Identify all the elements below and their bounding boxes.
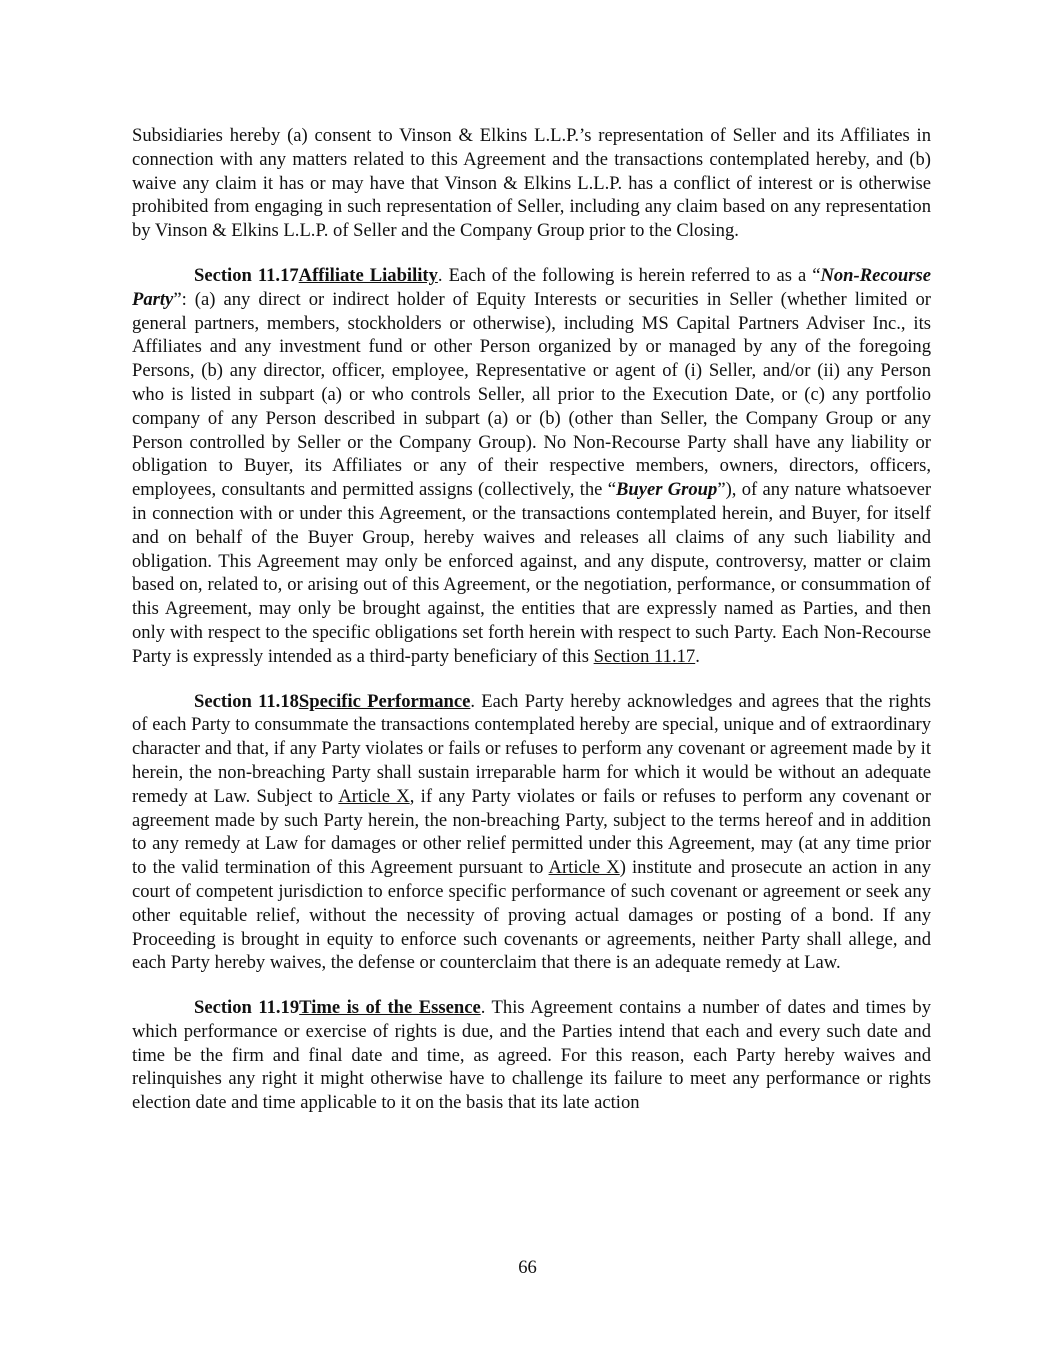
section-text: . Each Party hereby acknowledges and agrees that the rights of each Party to consummate the transactions contemplated hereby are special, unique and of extraordinary character and that, if any Party violates or fails or refuses to perform any covenant or agreement made by it herein, the non-breaching Party shall sustain irreparable harm for which it would be without an adequate remedy at Law. Subject to	[132, 690, 931, 807]
section-11-19	[132, 996, 931, 1115]
defined-term-non-recourse-party: Non-Recourse Party	[132, 264, 931, 310]
cross-reference-article-x: Article X	[548, 857, 620, 879]
section-text: , if any Party violates or fails or refuses to perform any covenant or agreement made by such Party herein, the non-breaching Party, subject to the terms hereof and in addition to any remedy at Law for damages or other relief permitted under this Agreement, may (at any time prior to the valid termination of this Agreement pursuant to	[132, 785, 931, 879]
section-11-17	[132, 264, 931, 669]
section-title: Specific Performance	[298, 690, 471, 712]
section-text: . This Agreement contains a number of dates and times by which performance or exercise of rights is due, and the Parties intend that each and every such date and time be the firm and final date and time, as agreed. For this reason, each Party hereby waives and relinquishes any right it might otherwise have to challenge its failure to meet any performance or rights election date and time applicable to it on the basis that its late action	[132, 997, 932, 1114]
cross-reference-section-11-17: Section 11.17	[593, 645, 696, 667]
section-text: . Each of the following is herein referred to as a “	[437, 264, 821, 286]
cross-reference-article-x: Article X	[338, 785, 410, 807]
section-text: ”), of any nature whatsoever in connection with or under this Agreement, or the transactions contemplated herein, and Buyer, for itself and on behalf of the Buyer Group, hereby waives and releases all claims of any such liability and obligation. This Agreement may only be enforced against, and any dispute, controversy, matter or claim based on, related to, or arising out of this Agreement, or the negotiation, performance, or consummation of this Agreement, may only be brought against, the entities that are expressly named as Parties, and then only with respect to the specific obligations set forth herein with respect to such Party. Each Non-Recourse Party is expressly intended as a third-party beneficiary of this	[132, 479, 932, 667]
section-number: Section 11.17	[194, 264, 299, 286]
defined-term-buyer-group: Buyer Group	[615, 479, 718, 501]
paragraph-text: Subsidiaries hereby (a) consent to Vinson & Elkins L.L.P.’s representation of Seller and its Affiliates in connection with any matters related to this Agreement and the transactions contemplated hereby, and (b) waive any claim it has or may have that Vinson & Elkins L.L.P. has a conflict of interest or is otherwise prohibited from engaging in such representation of Seller, including any claim based on any representation by Vinson & Elkins L.L.P. of Seller and the Company Group prior to the Closing.	[132, 125, 931, 242]
document-body	[132, 124, 931, 1136]
section-11-18	[132, 690, 931, 976]
section-title: Time is of the Essence	[299, 997, 481, 1019]
paragraph-conflict-waiver	[132, 124, 931, 243]
section-text: ”: (a) any direct or indirect holder of Equity Interests or securities in Seller (whether limited or general partners, members, stockholders or otherwise), including MS Capital Partners Adviser Inc., its Affiliates and any investment fund or other Person organized by or managed by any of the foregoing Persons, (b) any director, officer, employee, Representative or agent of (i) Seller, and/or (ii) any Person who is listed in subpart (a) or who controls Seller, all prior to the Execution Date, or (c) any portfolio company of any Person described in subpart (a) or (b) (other than Seller, the Company Group or any Person controlled by Seller or the Company Group). No Non-Recourse Party shall have any liability or obligation to Buyer, its Affiliates or any of their respective members, owners, directors, officers, employees, consultants and permitted assigns (collectively, the “	[132, 288, 931, 501]
section-title: Affiliate Liability	[298, 264, 438, 286]
section-number: Section 11.19	[194, 997, 300, 1019]
section-text: ) institute and prosecute an action in any court of competent jurisdiction to enforce specific performance of such covenant or agreement or seek any other equitable relief, without the necessity of proving actual damages or posting of a bond. If any Proceeding is brought in equity to enforce such covenants or agreements, neither Party shall allege, and each Party hereby waives, the defense or counterclaim that there is an adequate remedy at Law.	[132, 857, 932, 974]
section-number: Section 11.18	[194, 690, 299, 712]
page-number: 66	[518, 1257, 537, 1278]
section-text: .	[695, 645, 700, 667]
